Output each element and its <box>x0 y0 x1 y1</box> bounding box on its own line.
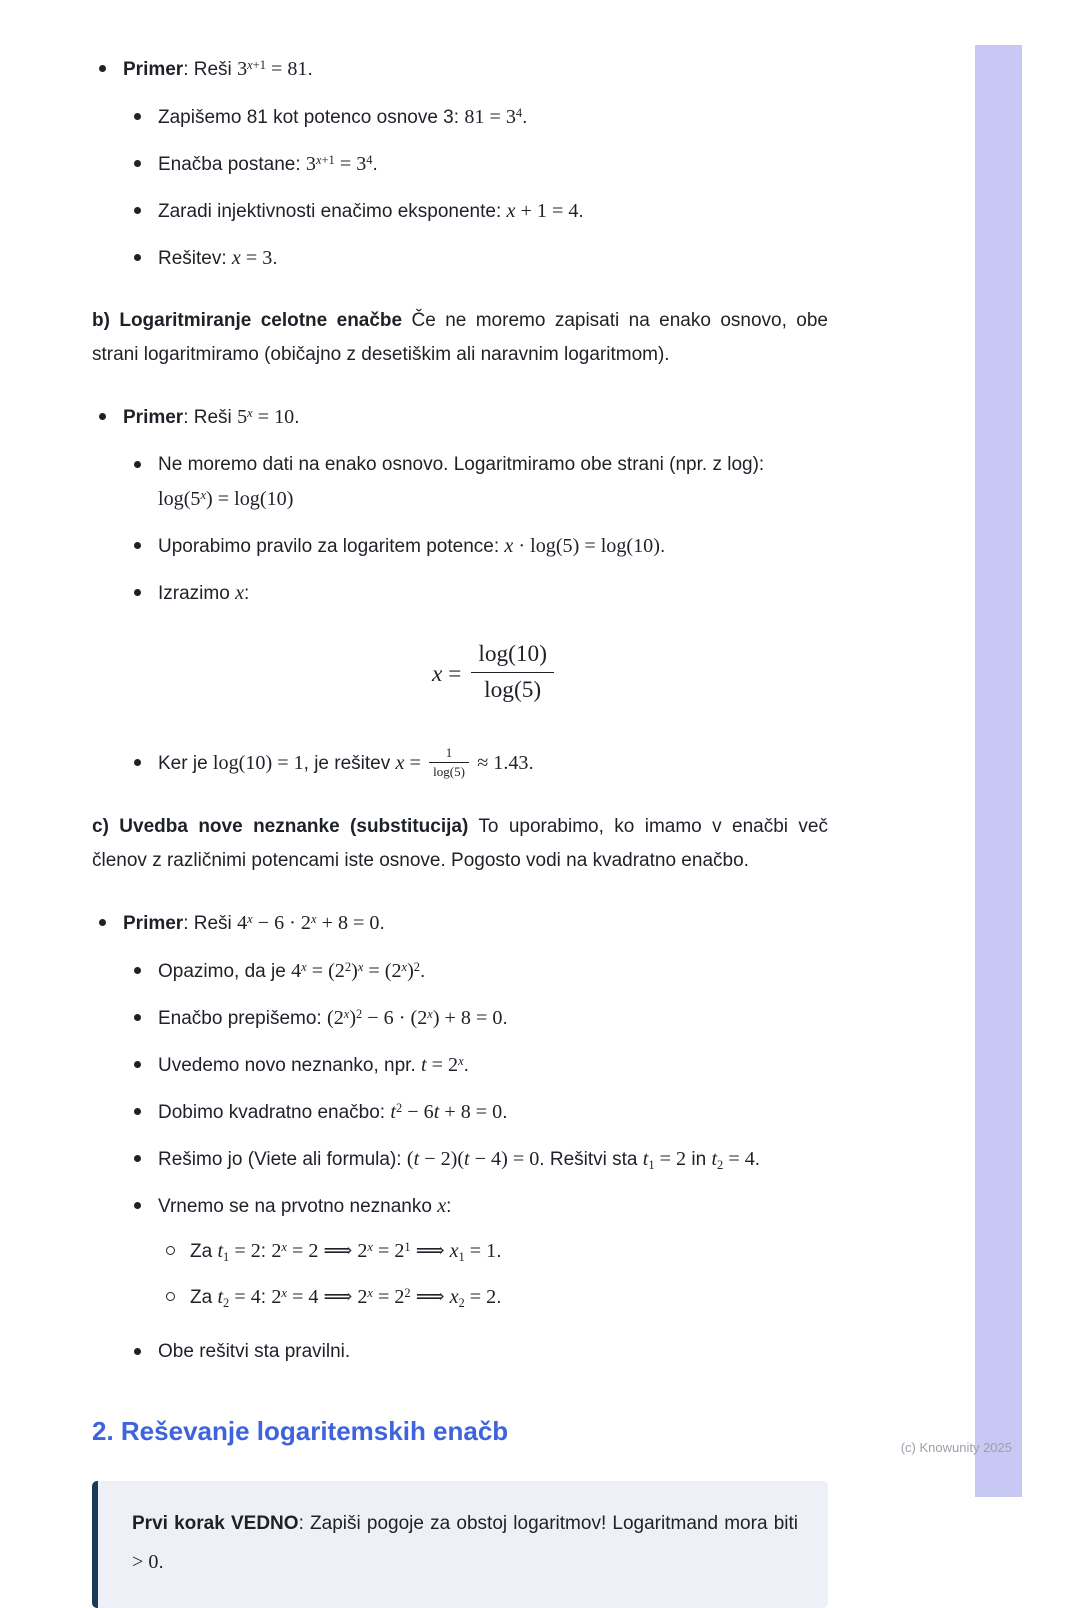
example-b-list <box>92 400 828 782</box>
list-item: Uporabimo pravilo za logaritem potence: x · log(5) = log(10). <box>123 529 828 564</box>
example-c-substeps <box>158 1234 828 1315</box>
sub-list-item: Za $t_1 = 2$: $2^x = 2$ ⟹ $2^x = 2^1$ ⟹ $x_1 = 1$. <box>158 1234 828 1269</box>
list-item: Rešitev: x = 3. <box>123 241 828 276</box>
example-a-lead: Primer: Reši $3^{x+1} = 81$. <box>123 57 313 80</box>
list-item: Opazimo, da je $4^x = (2^2)^x = (2^x)^2$. <box>123 954 828 989</box>
example-c-steps <box>123 954 828 1369</box>
vertical-accent-strip <box>975 45 1022 1497</box>
example-b-lead: Primer: Reši $5^x = 10$. <box>123 405 300 428</box>
example-a-list <box>92 52 828 276</box>
paragraph-c: c) Uvedba nove neznanke (substitucija) To uporabimo, ko imamo v enačbi več členov z različnimi potencami iste osnove. Pogosto vodi na kvadratno enačbo. <box>92 816 828 872</box>
step-text: Vrnemo se na prvotno neznanko x: <box>158 1195 452 1218</box>
paragraph-b: b) Logaritmiranje celotne enačbe Če ne moremo zapisati na enako osnovo, obe strani logaritmiramo (običajno z desetiškim ali naravnim logaritmom). <box>92 310 828 365</box>
list-item: Izrazimo x: <box>123 576 828 611</box>
example-a <box>92 52 828 276</box>
example-c <box>92 906 828 1369</box>
list-item: Zaradi injektivnosti enačimo eksponente: x + 1 = 4. <box>123 194 828 229</box>
list-item: Zapišemo 81 kot potenco osnove 3: $81 = 3^4$. <box>123 100 828 135</box>
fraction-denominator: log(5) <box>484 677 542 704</box>
example-a-steps <box>123 100 828 276</box>
list-item: Enačbo prepišemo: $(2^x)^2 - 6 \cdot (2^x) + 8 = 0$. <box>123 1001 828 1036</box>
fraction-numerator: log(10) <box>471 640 554 673</box>
watermark: (c) Knowunity 2025 <box>900 1440 1012 1455</box>
example-c-lead: Primer: Reši $4^x - 6 \cdot 2^x + 8 = 0$. <box>123 911 385 935</box>
list-item: Rešimo jo (Viete ali formula): (t − 2)(t − 4) = 0. Rešitvi sta $t_1 = 2$ in $t_2 = 4$. <box>123 1142 828 1177</box>
callout-text: Prvi korak VEDNO: Zapiši pogoje za obstoj logaritmov! Logaritmand mora biti > 0. <box>132 1512 798 1573</box>
result-text-before: Ker je log(10) = 1, je rešitev x = <box>158 752 421 775</box>
list-item: Enačba postane: $3^{x+1} = 3^4$. <box>123 147 828 182</box>
result-text-after: ≈ 1.43. <box>477 752 534 775</box>
document-content <box>92 52 828 1608</box>
inline-fraction <box>429 745 469 781</box>
list-item: Uvedemo novo neznanko, npr. $t = 2^x$. <box>123 1048 828 1083</box>
inline-fraction-numerator: 1 <box>429 745 469 763</box>
sub-list-item: Za $t_2 = 4$: $2^x = 4$ ⟹ $2^x = 2^2$ ⟹ $x_2 = 2$. <box>158 1280 828 1315</box>
example-b <box>92 400 828 782</box>
example-b-steps <box>123 448 828 782</box>
section-2-heading: 2. Reševanje logaritemskih enačb <box>92 1416 509 1447</box>
list-item: Dobimo kvadratno enačbo: $t^2 - 6t + 8 = 0$. <box>123 1095 828 1130</box>
display-equation <box>123 643 828 708</box>
equation-lhs: x = <box>432 661 462 688</box>
callout-note <box>92 1481 828 1608</box>
example-c-list <box>92 906 828 1369</box>
list-item <box>123 746 828 782</box>
list-item: Ne moremo dati na enako osnovo. Logaritmiramo obe strani (npr. z log): $\log(5^x) = \log(10)$ <box>123 448 828 517</box>
inline-fraction-denominator: log(5) <box>433 763 465 779</box>
list-item <box>123 1189 828 1315</box>
list-item: Obe rešitvi sta pravilni. <box>123 1335 828 1369</box>
fraction <box>471 640 554 705</box>
